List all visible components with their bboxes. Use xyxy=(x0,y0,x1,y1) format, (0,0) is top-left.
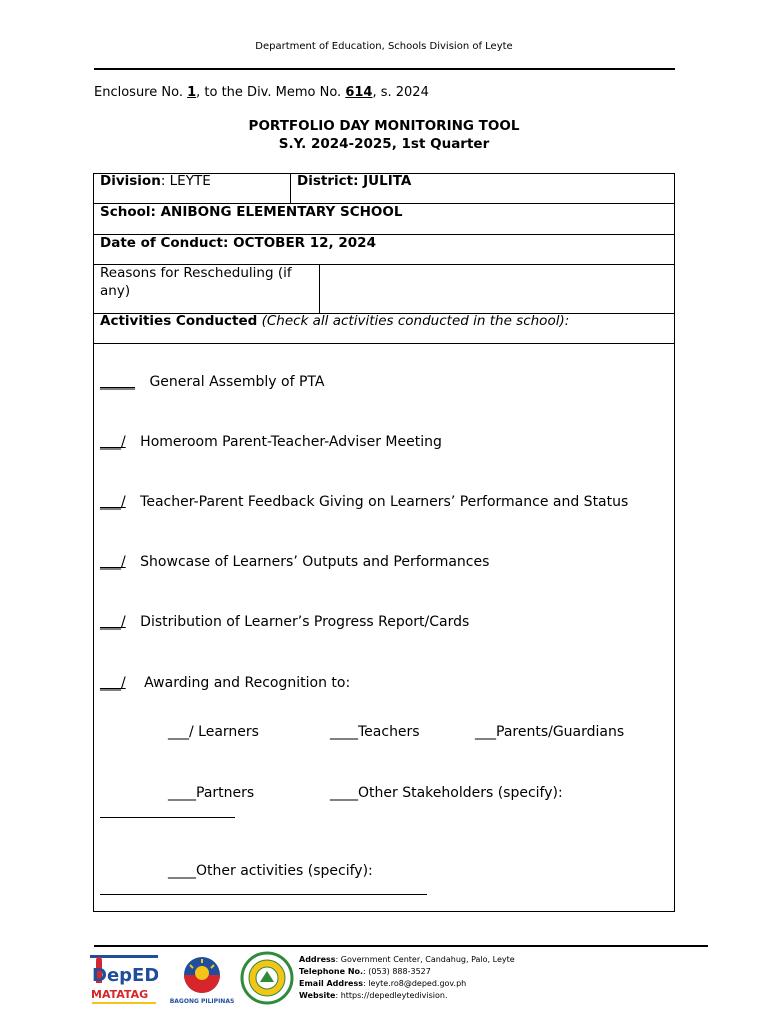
activity-item xyxy=(100,494,628,510)
activity-item xyxy=(100,675,350,691)
enclosure-line xyxy=(94,85,429,100)
website-label: Website xyxy=(299,991,336,1000)
activity-label: Homeroom Parent-Teacher-Adviser Meeting xyxy=(140,434,442,450)
memo-number: 614 xyxy=(345,85,373,100)
recognition-learners[interactable]: ___/ Learners xyxy=(168,724,259,740)
activity-check-mark[interactable]: ___/ xyxy=(100,494,126,510)
activities-header xyxy=(100,313,569,329)
activity-check-mark[interactable]: ___/ xyxy=(100,434,126,450)
activity-label: Teacher-Parent Feedback Giving on Learners’ Performance and Status xyxy=(140,494,629,510)
date-of-conduct-field: Date of Conduct: OCTOBER 12, 2024 xyxy=(100,235,376,251)
division-label: Division xyxy=(100,173,161,189)
enclosure-prefix: Enclosure No. xyxy=(94,85,188,100)
recognition-parents[interactable]: ___Parents/Guardians xyxy=(475,724,625,740)
telephone-label: Telephone No. xyxy=(299,967,364,976)
activity-item xyxy=(100,434,442,450)
footer-website xyxy=(299,991,448,1000)
email-label: Email Address xyxy=(299,979,364,988)
division-value: : LEYTE xyxy=(160,173,211,189)
activities-label: Activities Conducted xyxy=(100,313,258,329)
telephone-value: : (053) 888-3527 xyxy=(363,967,431,976)
bagong-pilipinas-text: BAGONG PILIPINAS xyxy=(170,998,234,1005)
reasons-value-field[interactable] xyxy=(326,265,666,309)
column-divider xyxy=(290,173,291,203)
activity-item xyxy=(100,374,324,390)
activity-label: General Assembly of PTA xyxy=(149,374,325,390)
recognition-teachers[interactable]: ____Teachers xyxy=(330,724,420,740)
enclosure-number: 1 xyxy=(187,85,197,100)
enclosure-suffix: , s. 2024 xyxy=(372,85,429,100)
other-activities[interactable]: ____Other activities (specify): xyxy=(168,863,373,879)
footer-telephone xyxy=(299,967,431,976)
school-field: School: ANIBONG ELEMENTARY SCHOOL xyxy=(100,204,403,220)
recognition-other-stakeholders[interactable]: ____Other Stakeholders (specify): xyxy=(330,785,563,801)
deped-logo-text: DepED xyxy=(92,965,158,986)
activity-check-blank[interactable]: _____ xyxy=(100,374,135,390)
column-divider xyxy=(319,264,320,313)
recognition-partners[interactable]: ____Partners xyxy=(168,785,255,801)
header-rule xyxy=(94,68,675,70)
activity-check-mark[interactable]: ___/ xyxy=(100,614,126,630)
activity-check-mark[interactable]: ___/ xyxy=(100,675,126,691)
footer-email xyxy=(299,979,466,988)
document-subtitle: S.Y. 2024-2025, 1st Quarter xyxy=(278,136,490,152)
other-activities-specify-line[interactable] xyxy=(100,894,427,895)
address-value: : Government Center, Candahug, Palo, Leyte xyxy=(335,955,515,964)
deped-matatag-logo xyxy=(90,955,158,1009)
row-divider xyxy=(93,343,675,344)
reasons-label-line2: any) xyxy=(100,283,131,299)
activity-label: Awarding and Recognition to: xyxy=(144,675,351,691)
division-field xyxy=(100,173,211,189)
website-value[interactable]: : https://depedleytedivision. xyxy=(335,991,448,1000)
footer-rule xyxy=(94,945,708,947)
activity-item xyxy=(100,554,489,570)
activity-item xyxy=(100,614,469,630)
activity-label: Showcase of Learners’ Outputs and Performances xyxy=(140,554,490,570)
bagong-pilipinas-logo xyxy=(170,953,234,1007)
enclosure-middle: , to the Div. Memo No. xyxy=(196,85,346,100)
document-title: PORTFOLIO DAY MONITORING TOOL xyxy=(248,118,520,134)
schools-division-seal-logo xyxy=(240,951,294,1005)
address-label: Address xyxy=(299,955,336,964)
matatag-logo-text: MATATAG xyxy=(91,988,149,1001)
activity-label: Distribution of Learner’s Progress Report/Cards xyxy=(140,614,470,630)
footer-address xyxy=(299,955,515,964)
other-stakeholders-specify-line[interactable] xyxy=(100,817,235,818)
reasons-label-line1: Reasons for Rescheduling (if xyxy=(100,265,292,281)
page-header: Department of Education, Schools Division of Leyte xyxy=(255,41,513,52)
activity-check-mark[interactable]: ___/ xyxy=(100,554,126,570)
district-field: District: JULITA xyxy=(297,173,412,189)
activities-note: (Check all activities conducted in the school): xyxy=(257,313,570,329)
email-value[interactable]: : leyte.ro8@deped.gov.ph xyxy=(363,979,467,988)
